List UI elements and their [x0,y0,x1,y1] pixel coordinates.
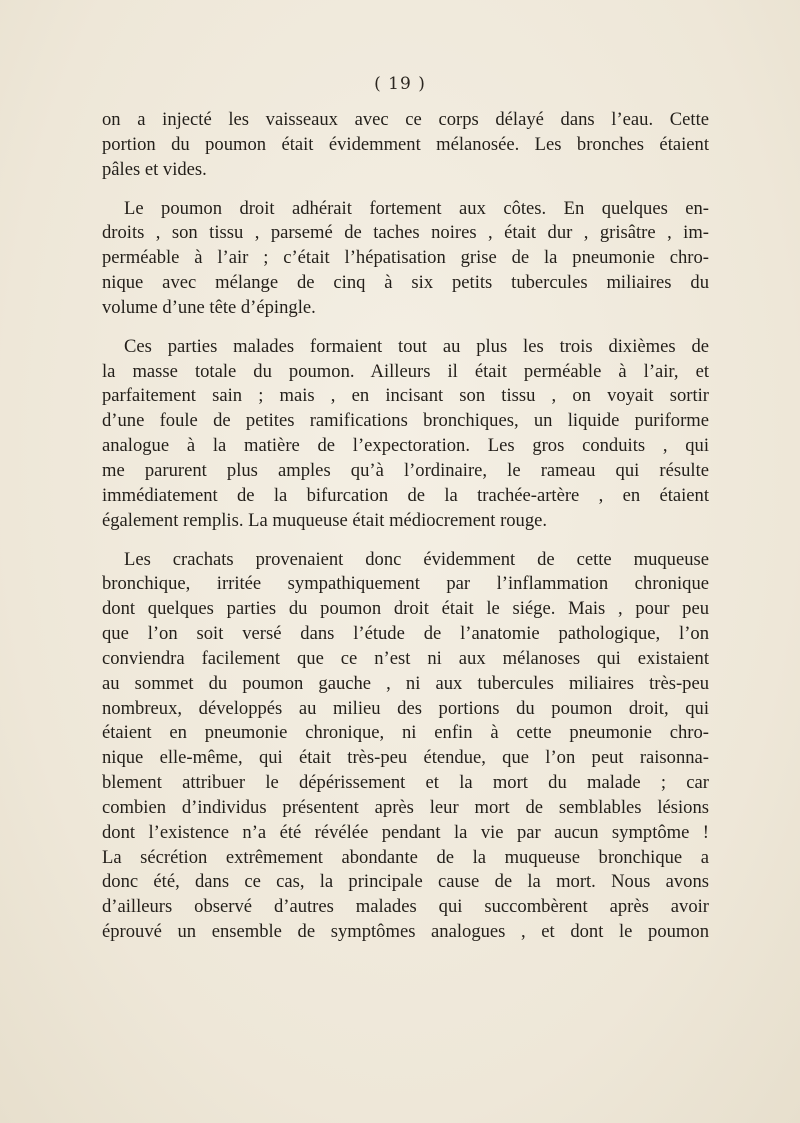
text-line: combien d’individus présentent après leur mort de semblables lésions [102,796,709,818]
text-line: dont l’existence n’a été révélée pendant la vie par aucun symptôme ! [102,821,709,843]
paragraph-2 [102,197,709,321]
text-line: nique elle-même, qui était très-peu étendue, que l’on peut raisonna- [102,747,709,769]
text-line: également remplis. La muqueuse était médiocrement rouge. [102,509,548,531]
text-line: blement attribuer le dépérissement et la mort du malade ; car [102,772,709,794]
text-line: portion du poumon était évidemment mélanosée. Les bronches étaient [102,133,709,155]
text-line: volume d’une tête d’épingle. [102,296,316,318]
text-line: pâles et vides. [102,158,207,180]
text-line: que l’on soit versé dans l’étude de l’anatomie pathologique, l’on [102,623,709,645]
text-line: nombreux, développés au milieu des portions du poumon droit, qui [102,697,709,719]
text-line: Le poumon droit adhérait fortement aux côtes. En quelques en- [124,197,709,219]
page-number: ( 19 ) [374,74,426,94]
text-line: Les crachats provenaient donc évidemment de cette muqueuse [124,548,709,570]
text-line: me parurent plus amples qu’à l’ordinaire, le rameau qui résulte [102,459,709,481]
text-line: d’ailleurs observé d’autres malades qui succombèrent après avoir [102,896,709,918]
text-line: dont quelques parties du poumon droit était le siége. Mais , pour peu [102,598,709,620]
text-line: droits , son tissu , parsemé de taches noires , était dur , grisâtre , im- [102,222,709,244]
text-line: nique avec mélange de cinq à six petits tubercules miliaires du [102,272,709,294]
text-line: étaient en pneumonie chronique, ni enfin à cette pneumonie chro- [102,722,709,744]
text-line: immédiatement de la bifurcation de la trachée-artère , en étaient [102,484,709,506]
text-line: bronchique, irritée sympathiquement par l’inflammation chronique [102,573,709,595]
text-line: analogue à la matière de l’expectoration. Les gros conduits , qui [102,435,709,457]
text-line: Ces parties malades formaient tout au plus les trois dixièmes de [124,335,709,357]
text-line: au sommet du poumon gauche , ni aux tubercules miliaires très-peu [102,672,709,694]
paragraph-3 [102,335,709,534]
text-line: d’une foule de petites ramifications bronchiques, un liquide puriforme [102,410,709,432]
text-line: éprouvé un ensemble de symptômes analogues , et dont le poumon [102,921,709,943]
text-line: on a injecté les vaisseaux avec ce corps délayé dans l’eau. Cette [102,109,709,130]
body-text [102,108,709,959]
paragraph-1 [102,108,709,183]
text-line: donc été, dans ce cas, la principale cause de la mort. Nous avons [102,871,709,893]
text-line: perméable à l’air ; c’était l’hépatisation grise de la pneumonie chro- [102,247,709,269]
paragraph-4 [102,548,709,946]
text-line: la masse totale du poumon. Ailleurs il était perméable à l’air, et [102,360,709,382]
text-line: conviendra facilement que ce n’est ni aux mélanoses qui existaient [102,647,709,669]
text-line: parfaitement sain ; mais , en incisant son tissu , on voyait sortir [102,385,709,407]
text-line: La sécrétion extrêmement abondante de la muqueuse bronchique a [102,846,709,868]
